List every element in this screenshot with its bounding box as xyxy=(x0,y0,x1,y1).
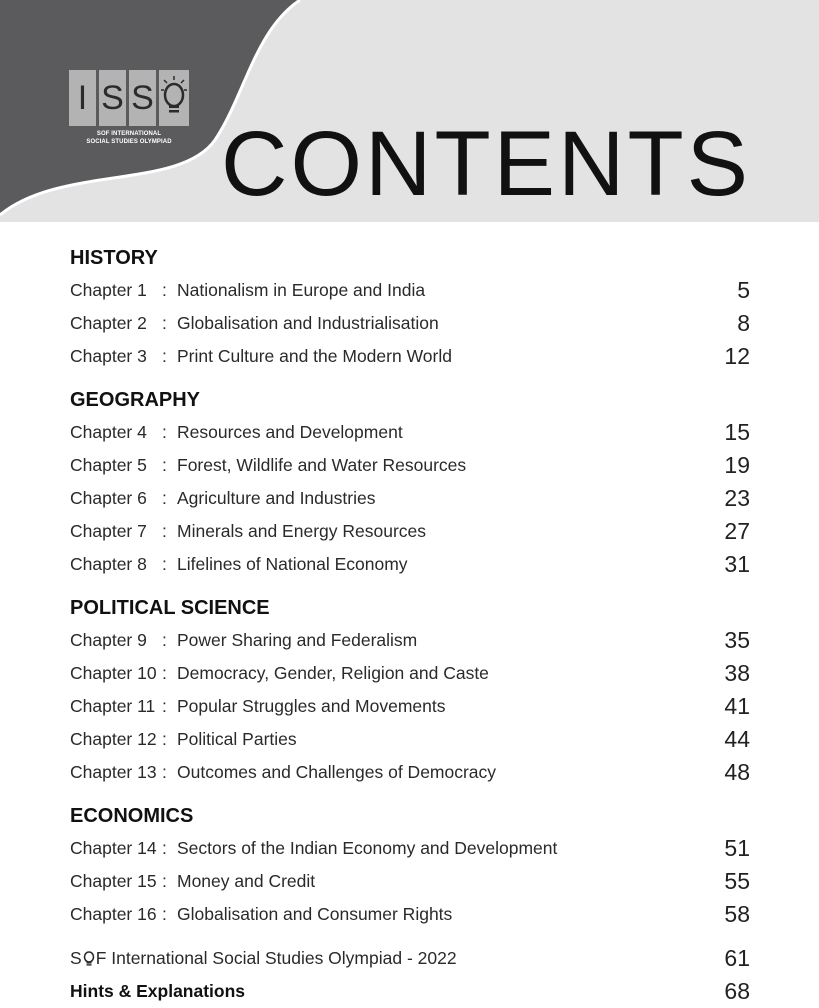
separator-colon: : xyxy=(162,488,167,508)
toc-entry[interactable] xyxy=(70,340,750,373)
toc-entry[interactable] xyxy=(70,449,750,482)
chapter-number: Chapter 14 xyxy=(70,838,157,858)
page-number: 5 xyxy=(737,277,750,303)
chapter-title: Democracy, Gender, Religion and Caste xyxy=(177,663,489,683)
page-number: 15 xyxy=(724,419,750,445)
logo-subtitle-line1: SOF INTERNATIONAL xyxy=(96,131,162,137)
separator-colon: : xyxy=(162,762,167,782)
logo-subtitle xyxy=(69,130,189,146)
chapter-number: Chapter 8 xyxy=(70,554,147,574)
logo-subtitle-line2: SOCIAL STUDIES OLYMPIAD xyxy=(86,139,172,145)
page-title: CONTENTS xyxy=(221,113,751,215)
chapter-title: Outcomes and Challenges of Democracy xyxy=(177,762,497,782)
chapter-number: Chapter 9 xyxy=(70,630,147,650)
chapter-number: Chapter 13 xyxy=(70,762,157,782)
toc-section xyxy=(70,592,750,800)
section-spacer xyxy=(70,931,750,942)
toc-entry[interactable] xyxy=(70,416,750,449)
separator-colon: : xyxy=(162,280,167,300)
page-number: 12 xyxy=(724,343,750,369)
chapter-number: Chapter 15 xyxy=(70,871,157,891)
chapter-title: Globalisation and Consumer Rights xyxy=(177,904,453,924)
chapter-title: Lifelines of National Economy xyxy=(177,554,408,574)
separator-colon: : xyxy=(162,871,167,891)
page-number: 48 xyxy=(724,759,750,785)
section-heading: POLITICAL SCIENCE xyxy=(70,597,270,619)
separator-colon: : xyxy=(162,422,167,442)
page-number: 27 xyxy=(724,518,750,544)
chapter-number: Chapter 4 xyxy=(70,422,147,442)
separator-colon: : xyxy=(162,521,167,541)
page-number: 31 xyxy=(724,551,750,577)
olympiad-title: F International Social Studies Olympiad - 2022 xyxy=(95,948,457,968)
olympiad-paper-entry[interactable] xyxy=(70,942,750,975)
separator-colon: : xyxy=(162,455,167,475)
toc-section xyxy=(70,242,750,384)
chapter-title: Political Parties xyxy=(177,729,297,749)
logo-letter-s1: S xyxy=(99,70,126,126)
section-heading: HISTORY xyxy=(70,247,158,269)
section-heading: ECONOMICS xyxy=(70,805,194,827)
hints-entry[interactable] xyxy=(70,975,750,1008)
bulb-icon xyxy=(82,950,96,966)
chapter-title: Money and Credit xyxy=(177,871,316,891)
section-spacer xyxy=(70,789,750,800)
chapter-number: Chapter 1 xyxy=(70,280,147,300)
toc-entry[interactable] xyxy=(70,657,750,690)
olympiad-prefix: S xyxy=(70,948,82,968)
chapter-number: Chapter 16 xyxy=(70,904,157,924)
toc-entry[interactable] xyxy=(70,756,750,789)
toc-entry[interactable] xyxy=(70,832,750,865)
separator-colon: : xyxy=(162,696,167,716)
section-spacer xyxy=(70,581,750,592)
chapter-title: Power Sharing and Federalism xyxy=(177,630,418,650)
toc-entry[interactable] xyxy=(70,723,750,756)
chapter-number: Chapter 7 xyxy=(70,521,147,541)
page-number: 8 xyxy=(737,310,750,336)
toc-entry[interactable] xyxy=(70,865,750,898)
separator-colon: : xyxy=(162,554,167,574)
chapter-number: Chapter 6 xyxy=(70,488,147,508)
chapter-number: Chapter 12 xyxy=(70,729,157,749)
separator-colon: : xyxy=(162,346,167,366)
toc-entry[interactable] xyxy=(70,624,750,657)
page-number: 55 xyxy=(724,868,750,894)
hints-label: Hints & Explanations xyxy=(70,981,246,1001)
separator-colon: : xyxy=(162,904,167,924)
separator-colon: : xyxy=(162,663,167,683)
page-number: 38 xyxy=(724,660,750,686)
chapter-title: Forest, Wildlife and Water Resources xyxy=(177,455,467,475)
header-band xyxy=(0,0,819,222)
section-heading: GEOGRAPHY xyxy=(70,389,201,411)
chapter-title: Minerals and Energy Resources xyxy=(177,521,427,541)
page-number: 61 xyxy=(724,945,750,971)
page-number: 68 xyxy=(724,978,750,1004)
separator-colon: : xyxy=(162,313,167,333)
toc-entry[interactable] xyxy=(70,482,750,515)
olympiad-paper-label xyxy=(70,948,690,969)
chapter-title: Agriculture and Industries xyxy=(177,488,376,508)
toc-section xyxy=(70,384,750,592)
logo-letter-s2: S xyxy=(129,70,156,126)
page-number: 58 xyxy=(724,901,750,927)
separator-colon: : xyxy=(162,729,167,749)
chapter-number: Chapter 2 xyxy=(70,313,147,333)
page-number: 23 xyxy=(724,485,750,511)
chapter-title: Globalisation and Industrialisation xyxy=(177,313,439,333)
page-number: 19 xyxy=(724,452,750,478)
chapter-title: Nationalism in Europe and India xyxy=(177,280,426,300)
page-number: 35 xyxy=(724,627,750,653)
page-number: 44 xyxy=(724,726,750,752)
chapter-title: Print Culture and the Modern World xyxy=(177,346,452,366)
chapter-title: Resources and Development xyxy=(177,422,403,442)
toc-entry[interactable] xyxy=(70,515,750,548)
logo-letter-i: I xyxy=(69,70,96,126)
chapter-number: Chapter 10 xyxy=(70,663,157,683)
page-number: 41 xyxy=(724,693,750,719)
toc-entry[interactable] xyxy=(70,307,750,340)
page-number: 51 xyxy=(724,835,750,861)
chapter-title: Sectors of the Indian Economy and Development xyxy=(177,838,558,858)
chapter-number: Chapter 11 xyxy=(70,696,156,716)
isso-logo xyxy=(69,70,189,146)
toc-section xyxy=(70,800,750,942)
toc-entry[interactable] xyxy=(70,690,750,723)
chapter-number: Chapter 5 xyxy=(70,455,147,475)
toc-entry[interactable] xyxy=(70,898,750,931)
chapter-number: Chapter 3 xyxy=(70,346,147,366)
toc-entry[interactable] xyxy=(70,548,750,581)
toc-entry[interactable] xyxy=(70,274,750,307)
section-spacer xyxy=(70,373,750,384)
bulb-icon xyxy=(159,70,189,126)
separator-colon: : xyxy=(162,838,167,858)
separator-colon: : xyxy=(162,630,167,650)
chapter-title: Popular Struggles and Movements xyxy=(177,696,446,716)
table-of-contents xyxy=(70,242,750,1008)
